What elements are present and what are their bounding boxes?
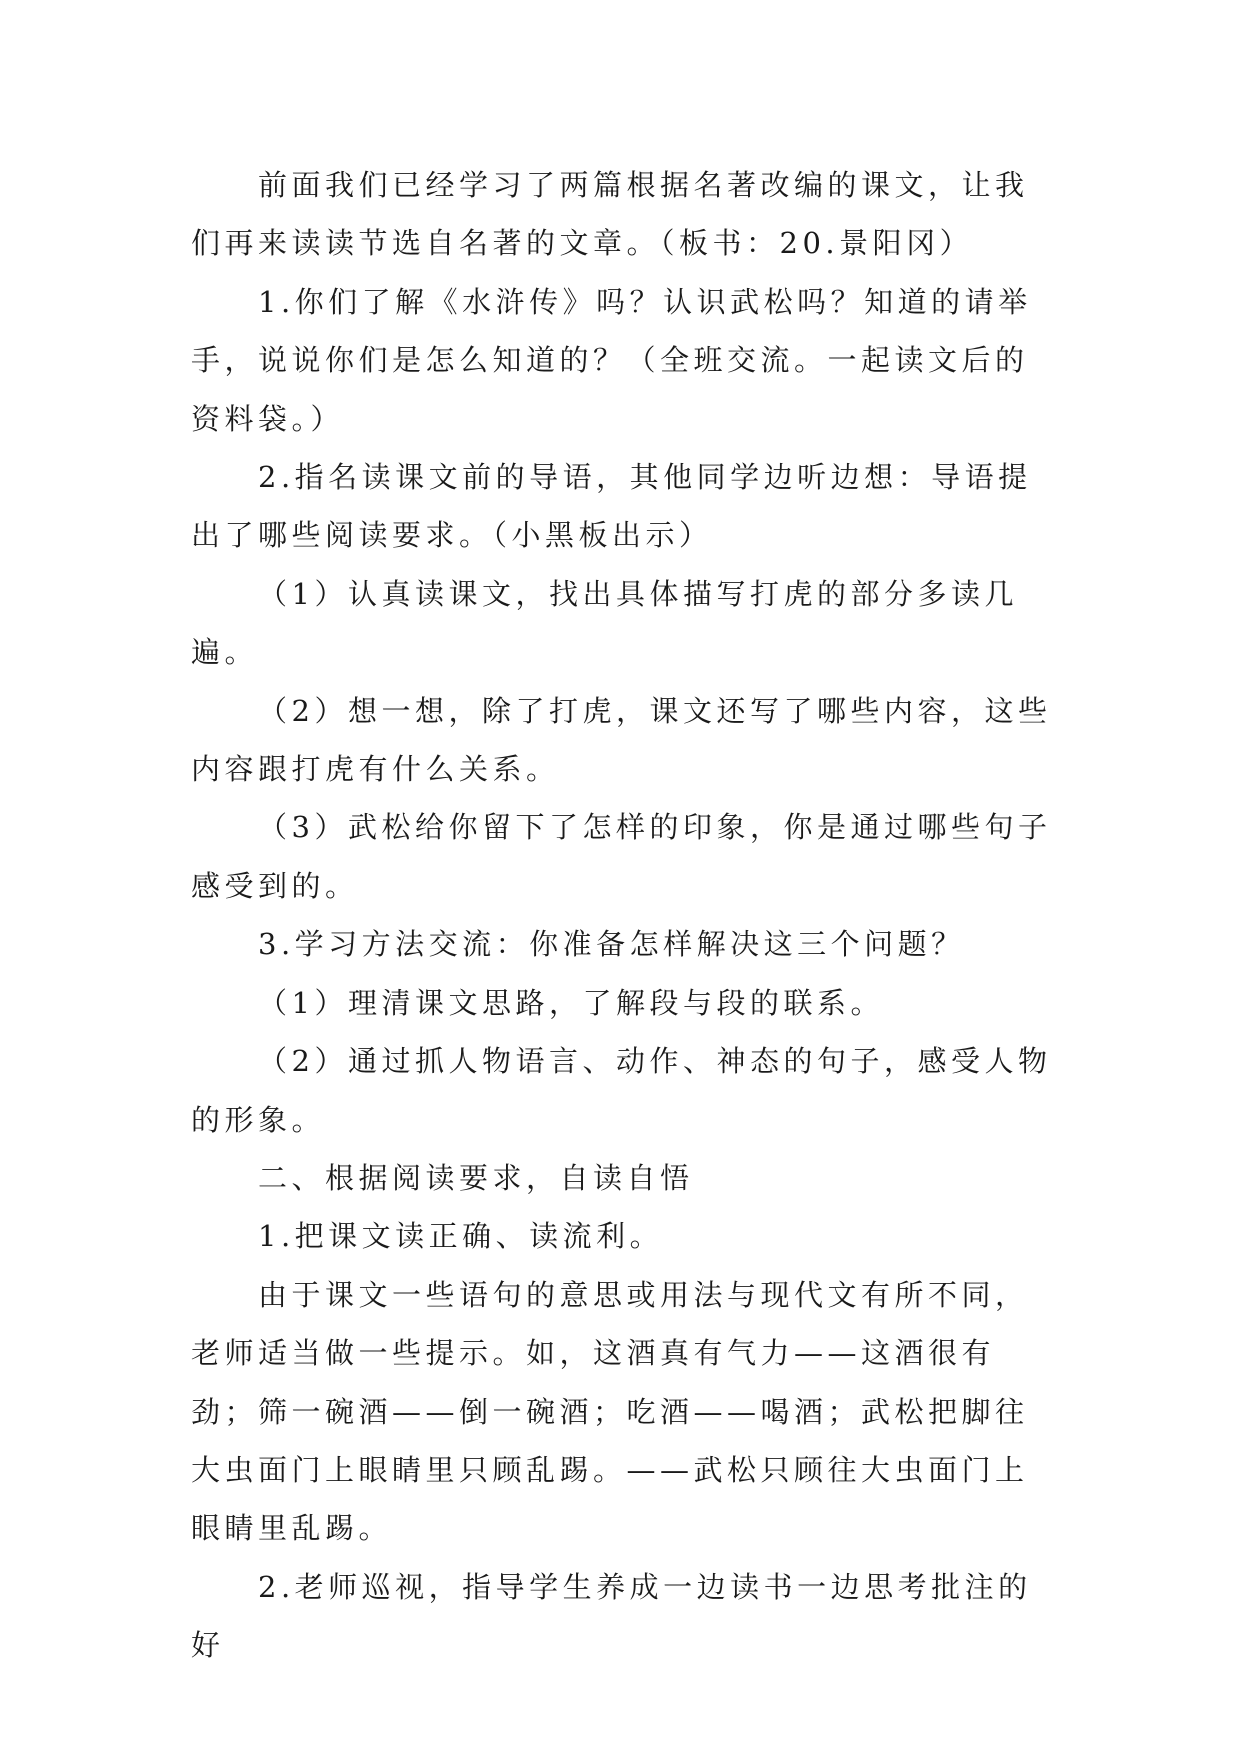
document-body <box>191 156 1061 1675</box>
paragraph-hints: 由于课文一些语句的意思或用法与现代文有所不同，老师适当做一些提示。如，这酒真有气力——这酒很有劲；筛一碗酒——倒一碗酒；吃酒——喝酒；武松把脚往大虫面门上眼睛里只顾乱踢。——武松只顾往大虫面门上眼睛里乱踢。 <box>191 1277 1029 1546</box>
paragraph-method-2: （2）通过抓人物语言、动作、神态的句子，感受人物的形象。 <box>191 1044 1052 1137</box>
paragraph-read-2: 2.老师巡视，指导学生养成一边读书一边思考批注的好 <box>191 1569 1032 1663</box>
paragraph-read-1: 1.把课文读正确、读流利。 <box>258 1219 664 1254</box>
paragraph-requirement-2: （2）想一想，除了打虎，课文还写了哪些内容，这些内容跟打虎有什么关系。 <box>191 693 1052 787</box>
section-heading-2: 二、根据阅读要求，自读自悟 <box>258 1160 694 1195</box>
paragraph-step-1: 1.你们了解《水浒传》吗？认识武松吗？知道的请举手，说说你们是怎么知道的？（全班交流。一起读文后的资料袋。） <box>191 284 1032 436</box>
paragraph-intro: 前面我们已经学习了两篇根据名著改编的课文，让我们再来读读节选自名著的文章。（板书：20.景阳冈） <box>191 168 1029 261</box>
paragraph-step-2: 2.指名读课文前的导语，其他同学边听边想：导语提出了哪些阅读要求。（小黑板出示） <box>191 460 1032 553</box>
paragraph-requirement-1: （1）认真读课文，找出具体描写打虎的部分多读几遍。 <box>191 576 1018 670</box>
paragraph-requirement-3: （3）武松给你留下了怎样的印象，你是通过哪些句子感受到的。 <box>191 810 1052 903</box>
paragraph-step-3: 3.学习方法交流：你准备怎样解决这三个问题？ <box>258 927 965 962</box>
paragraph-method-1: （1）理清课文思路，了解段与段的联系。 <box>258 985 884 1020</box>
